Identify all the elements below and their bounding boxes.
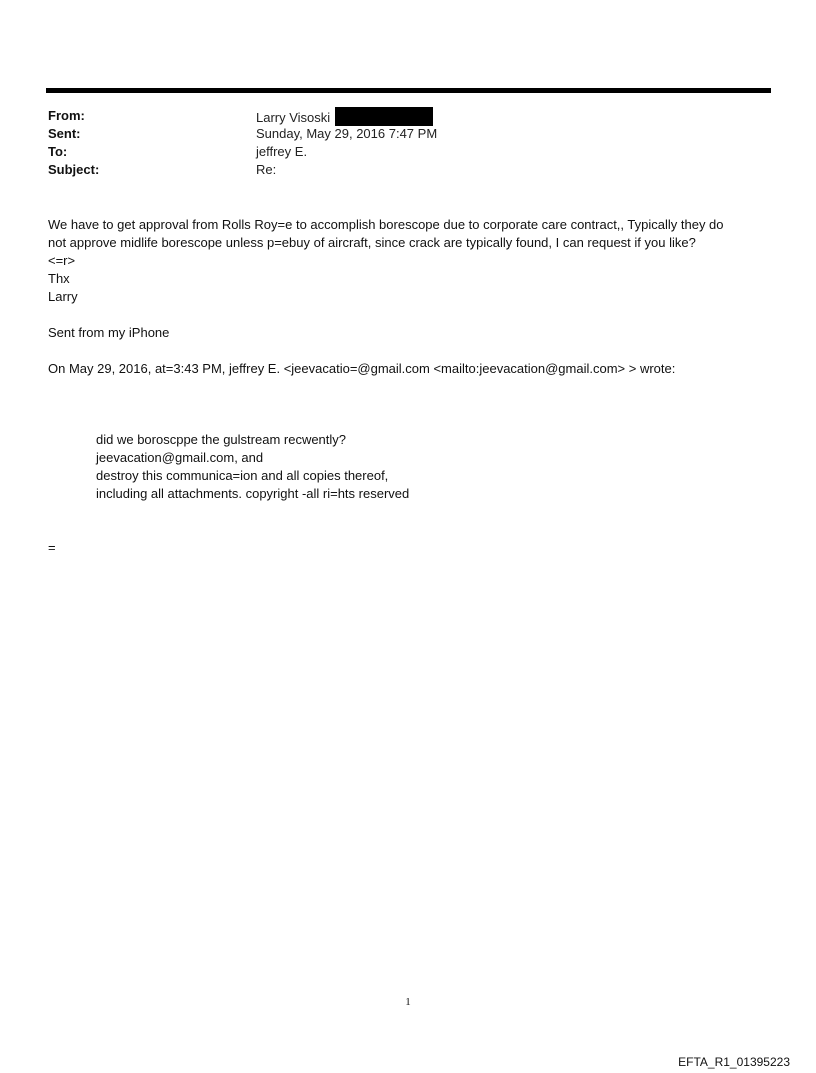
quoted-line-1: did we boroscppe the gulstream recwently? [96,432,347,447]
body-line-1: We have to get approval from Rolls Roy=e to accomplish borescope due to corporate care contract,, Typically they do [48,217,724,232]
to-value: jeffrey E. [256,144,308,159]
sent-value: Sunday, May 29, 2016 7:47 PM [256,126,438,141]
redaction-block [335,107,433,126]
top-rule [46,88,771,93]
quoted-line-2: jeevacation@gmail.com, and [96,450,264,465]
body-line-3: <=r> [48,253,76,268]
subject-value: Re: [256,162,277,177]
subject-label: Subject: [48,162,100,177]
quoted-line-3: destroy this communica=ion and all copies thereof, [96,468,389,483]
trailing-marker: = [48,540,56,555]
body-line-5: Larry [48,289,78,304]
to-label: To: [48,144,68,159]
from-name: Larry Visoski [256,110,331,125]
page-number: 1 [405,996,411,1008]
signature: Sent from my iPhone [48,325,170,340]
body-line-2: not approve midlife borescope unless p=ebuy of aircraft, since crack are typically found, I can request if you like? [48,235,696,250]
document-id: EFTA_R1_01395223 [678,1055,790,1069]
sent-label: Sent: [48,126,81,141]
body-line-4: Thx [48,271,70,286]
from-label: From: [48,108,85,123]
reply-intro: On May 29, 2016, at=3:43 PM, jeffrey E. <jeevacatio=@gmail.com <mailto:jeevacation@gmail.com> > wrote: [48,361,676,376]
quoted-line-4: including all attachments. copyright -all ri=hts reserved [96,486,410,501]
from-value [256,107,433,127]
